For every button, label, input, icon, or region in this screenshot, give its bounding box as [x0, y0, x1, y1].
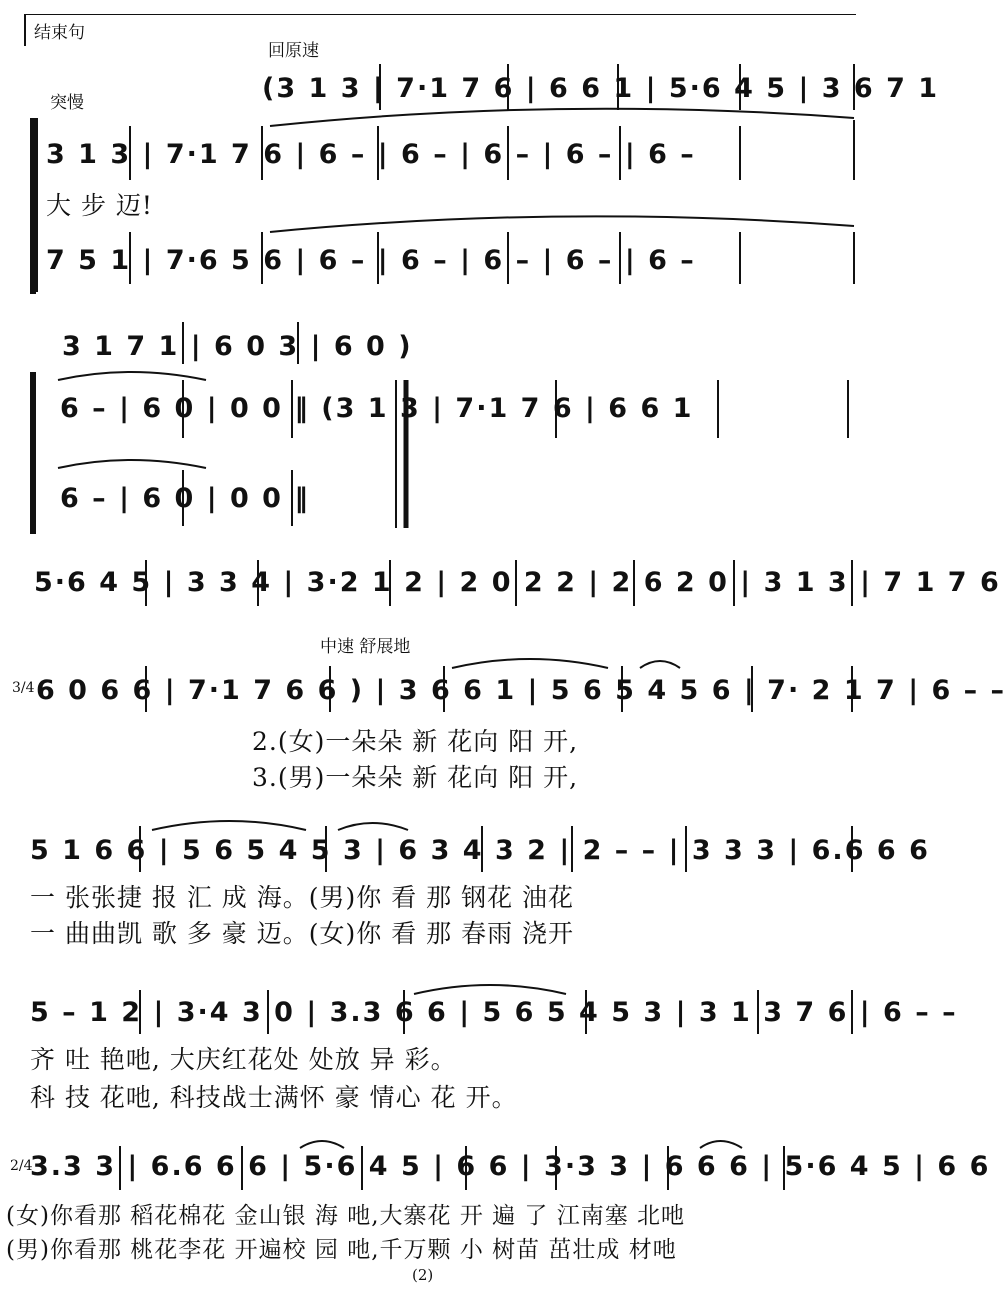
- line5-notes: 5 1 6 6 | 5 6 5 4 5 3 | 6 3 4 3 2 | 2 – – | 3 3 3 | 6.6 6 6: [30, 835, 930, 866]
- line6-lyric1: 齐 吐 艳吔, 大庆红花处 处放 异 彩。: [30, 1045, 457, 1074]
- tempo-mid-mark: 中速 舒展地: [320, 637, 411, 657]
- system2-upper: 6 – | 6 0 | 0 0 ‖ (3 1 3 | 7·1 7 6 | 6 6 1: [60, 393, 694, 424]
- sudden-slow-mark: 突慢: [50, 93, 84, 113]
- line7-notes: 3.3 3 | 6.6 6 6 | 5·6 4 5 | 6 6 | 3·3 3 | 6 6 6 | 5·6 4 5 | 6 6: [30, 1151, 991, 1182]
- ending-mark: 结束句: [34, 23, 85, 43]
- line5-lyric2: 一 曲曲凯 歌 多 豪 迈。(女)你 看 那 春雨 浇开: [30, 919, 575, 948]
- line4-lyric1: 2.(女)一朵朵 新 花向 阳 开,: [252, 727, 579, 756]
- line6-notes: 5 – 1 2 | 3·4 3 0 | 3.3 6 6 | 5 6 5 4 5 3 | 3 1 3 7 6 | 6 – –: [30, 997, 958, 1028]
- page-number: (2): [412, 1266, 434, 1284]
- system1-intro: (3 1 3 | 7·1 7 6 | 6 6 1 | 5·6 4 5 | 3 6 7 1: [262, 73, 940, 104]
- tempo-return-mark: 回原速: [268, 41, 319, 61]
- line6-lyric2: 科 技 花吔, 科技战士满怀 豪 情心 花 开。: [30, 1083, 518, 1112]
- system2-lower: 6 – | 6 0 | 0 0 ‖: [60, 483, 310, 514]
- line4-notes: 6 0 6 6 | 7·1 7 6 6 ) | 3 6 6 1 | 5 6 5 4 5 6 | 7· 2 1 7 | 6 – –: [36, 675, 1006, 706]
- line7-lyric1: (女)你看那 稻花棉花 金山银 海 吔,大寨花 开 遍 了 江南塞 北吔: [6, 1203, 686, 1229]
- system2-intro: 3 1 7 1 | 6 0 3 | 6 0 ): [62, 331, 413, 362]
- system1-lyric: 大 步 迈!: [46, 191, 153, 220]
- time-sig-34: 3/4: [12, 680, 35, 696]
- system1-upper: 3 1 3 | 7·1 7 6 | 6 – | 6 – | 6 – | 6 – | 6 –: [46, 139, 696, 170]
- time-sig-24: 2/4: [10, 1158, 33, 1174]
- system1-lower: 7 5 1 | 7·6 5 6 | 6 – | 6 – | 6 – | 6 – | 6 –: [46, 245, 696, 276]
- line4-lyric2: 3.(男)一朵朵 新 花向 阳 开,: [252, 763, 579, 792]
- line7-lyric2: (男)你看那 桃花李花 开遍校 园 吔,千万颗 小 树苗 茁壮成 材吔: [6, 1237, 677, 1263]
- line3-notes: 5·6 4 5 | 3 3 4 | 3·2 1 2 | 2 0 2 2 | 2 6 2 0 | 3 1 3 | 7 1 7 6: [34, 567, 1001, 598]
- line5-lyric1: 一 张张捷 报 汇 成 海。(男)你 看 那 钢花 油花: [30, 883, 575, 912]
